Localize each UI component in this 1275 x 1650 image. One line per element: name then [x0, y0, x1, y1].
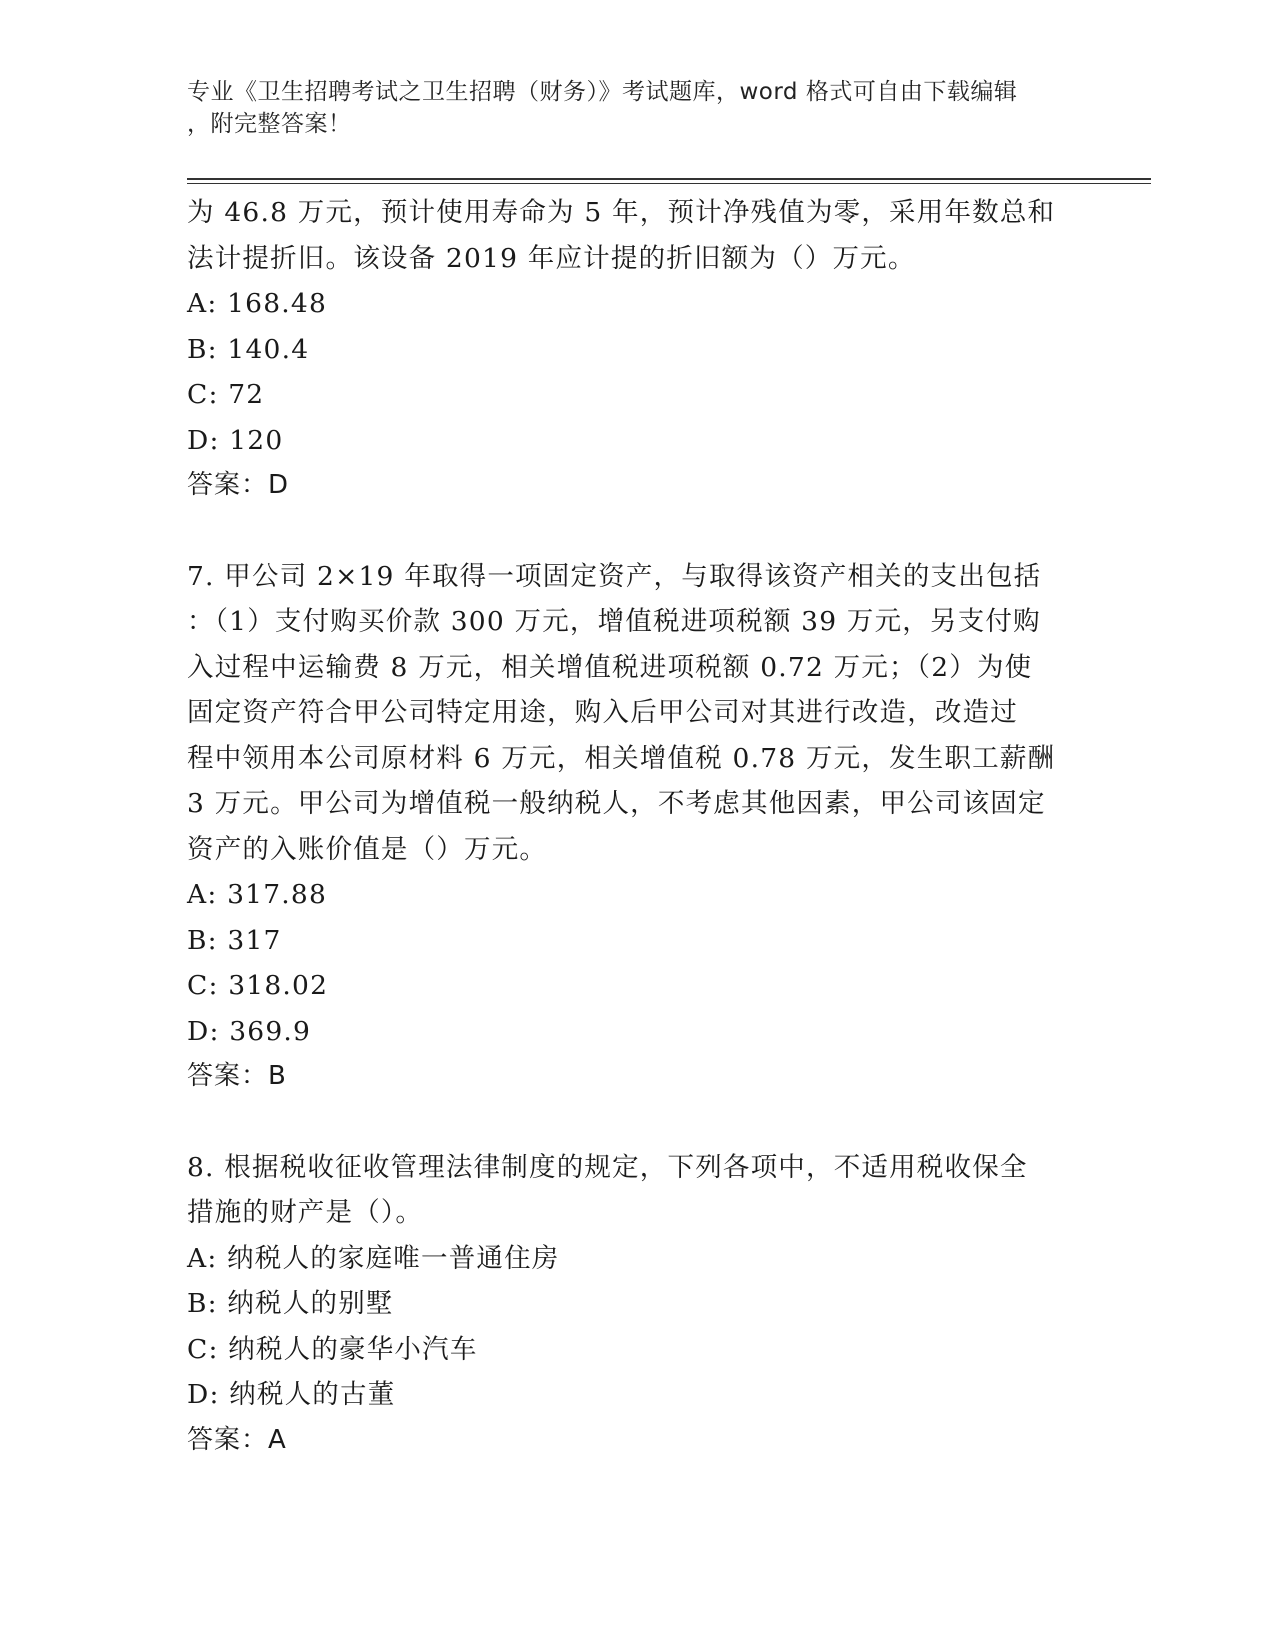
option-b: B: 纳税人的别墅: [187, 1288, 394, 1319]
question-stem-line: 程中领用本公司原材料 6 万元，相关增值税 0.78 万元，发生职工薪酬: [187, 742, 1056, 774]
question-stem-line: 为 46.8 万元，预计使用寿命为 5 年，预计净残值为零，采用年数总和: [187, 197, 1056, 228]
document-body: [187, 190, 1087, 1463]
option-a: A: 168.48: [187, 288, 328, 319]
header-divider-thick: [187, 178, 1151, 180]
question-7: [187, 554, 1087, 1100]
option-b: B: 317: [187, 924, 282, 956]
question-stem-line: 8. 根据税收征收管理法律制度的规定，下列各项中，不适用税收保全: [187, 1151, 1028, 1183]
header-divider-thin: [187, 183, 1151, 184]
option-a: A: 317.88: [187, 879, 328, 910]
spacer: [187, 1100, 1087, 1145]
question-8: [187, 1145, 1087, 1464]
answer-label: 答案：D: [187, 470, 290, 500]
question-stem-line: 7. 甲公司 2×19 年取得一项固定资产，与取得该资产相关的支出包括: [187, 560, 1042, 592]
document-header: [187, 76, 1067, 140]
question-stem-line: 资产的入账价值是（）万元。: [187, 833, 548, 865]
option-c: C: 72: [187, 379, 265, 410]
option-d: D: 120: [187, 424, 284, 456]
header-title-line-1: 专业《卫生招聘考试之卫生招聘（财务）》考试题库，word 格式可自由下载编辑: [187, 79, 1018, 105]
header-title-line-2: ，附完整答案！: [187, 111, 352, 137]
question-6: [187, 190, 1087, 509]
question-stem-line: 入过程中运输费 8 万元，相关增值税进项税额 0.72 万元；（2）为使: [187, 651, 1033, 683]
question-stem-line: 3 万元。甲公司为增值税一般纳税人，不考虑其他因素，甲公司该固定: [187, 788, 1046, 819]
option-c: C: 纳税人的豪华小汽车: [187, 1333, 478, 1365]
option-a: A: 纳税人的家庭唯一普通住房: [187, 1242, 560, 1274]
option-c: C: 318.02: [187, 970, 329, 1001]
spacer: [187, 509, 1087, 554]
option-b: B: 140.4: [187, 333, 310, 365]
question-stem-line: ：（1）支付购买价款 300 万元，增值税进项税额 39 万元，另支付购: [187, 606, 1041, 637]
option-d: D: 纳税人的古董: [187, 1379, 396, 1410]
option-d: D: 369.9: [187, 1015, 312, 1047]
question-stem-line: 措施的财产是（）。: [187, 1197, 424, 1228]
answer-label: 答案：B: [187, 1061, 287, 1091]
question-stem-line: 法计提折旧。该设备 2019 年应计提的折旧额为（）万元。: [187, 242, 916, 274]
question-stem-line: 固定资产符合甲公司特定用途，购入后甲公司对其进行改造，改造过: [187, 697, 1018, 728]
answer-label: 答案：A: [187, 1424, 287, 1455]
